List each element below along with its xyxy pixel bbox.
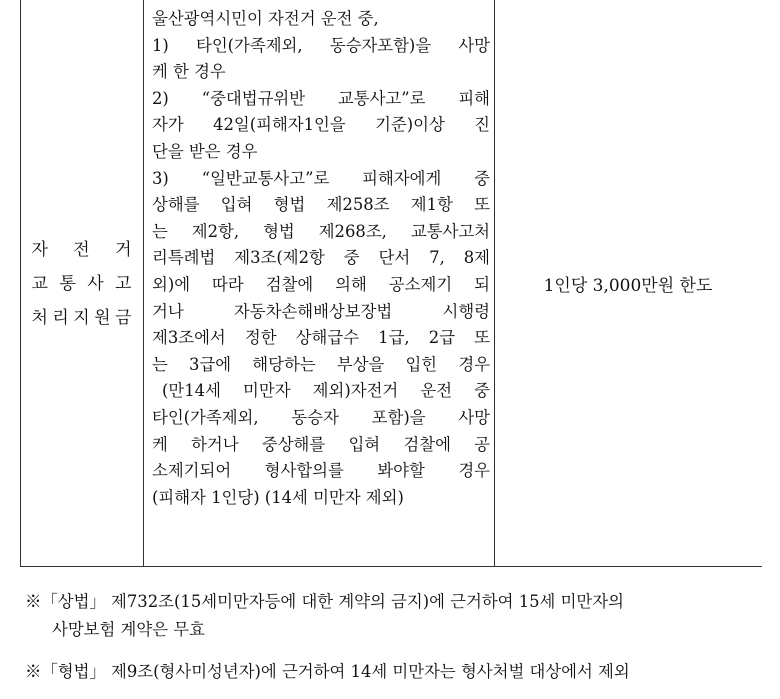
condition-line: 케 한 경우 — [152, 62, 226, 82]
condition-line: 2) “중대법규위반 교통사고”로 피해 — [152, 88, 490, 108]
condition-line: (만14세 미만자 제외)자전거 운전 중 — [162, 381, 490, 401]
category-line: 자 전 거 — [31, 239, 132, 260]
note-commercial-act-cont: 사망보험 계약은 무효 — [52, 620, 205, 639]
condition-line: 리특례법 제3조(제2항 중 단서 7, 8제 — [152, 248, 490, 268]
condition-line: 는 제2항, 형법 제268조, 교통사고처 — [152, 221, 490, 241]
condition-line: 제3조에서 정한 상해급수 1급, 2급 또 — [152, 328, 490, 348]
condition-line: 3) “일반교통사고”로 피해자에게 중 — [152, 168, 490, 188]
condition-cell — [152, 6, 490, 511]
limit-cell — [494, 0, 762, 567]
note-criminal-act: ※「형법」 제9조(형사미성년자)에 근거하여 14세 미만자는 형사처벌 대상에서 제외 — [25, 662, 630, 681]
condition-line: 울산광역시민이 자전거 운전 중, — [152, 9, 379, 28]
note-commercial-act: ※「상법」 제732조(15세미만자등에 대한 계약의 금지)에 근거하여 15세 미만자의 — [25, 592, 624, 611]
condition-line: 타인(가족제외, 동승자 포함)을 사망 — [152, 407, 490, 427]
condition-line: 케 하거나 중상해를 입혀 검찰에 공 — [152, 434, 490, 454]
condition-line: (피해자 1인당) (14세 미만자 제외) — [152, 487, 404, 507]
condition-line: 1) 타인(가족제외, 동승자포함)을 사망 — [152, 35, 490, 55]
coverage-table — [20, 0, 762, 567]
condition-line: 소제기되어 형사합의를 봐야할 경우 — [152, 461, 490, 481]
condition-line: 자가 42일(피해자1인을 기준)이상 진 — [152, 115, 490, 135]
limit-amount: 1인당 3,000만원 한도 — [543, 276, 713, 296]
condition-line: 거나 자동차손해배상보장법 시행령 — [152, 301, 490, 321]
category-line: 교 통 사 고 — [31, 273, 132, 294]
condition-line: 외)에 따라 검찰에 의해 공소제기 되 — [152, 274, 490, 294]
condition-line: 는 3급에 해당하는 부상을 입힌 경우 — [152, 354, 490, 374]
condition-line: 상해를 입혀 형법 제258조 제1항 또 — [152, 195, 490, 215]
column-divider-1 — [143, 0, 144, 567]
category-line: 처 리 지 원 금 — [31, 307, 132, 328]
category-cell — [20, 0, 143, 567]
condition-line: 단을 받은 경우 — [152, 141, 258, 161]
